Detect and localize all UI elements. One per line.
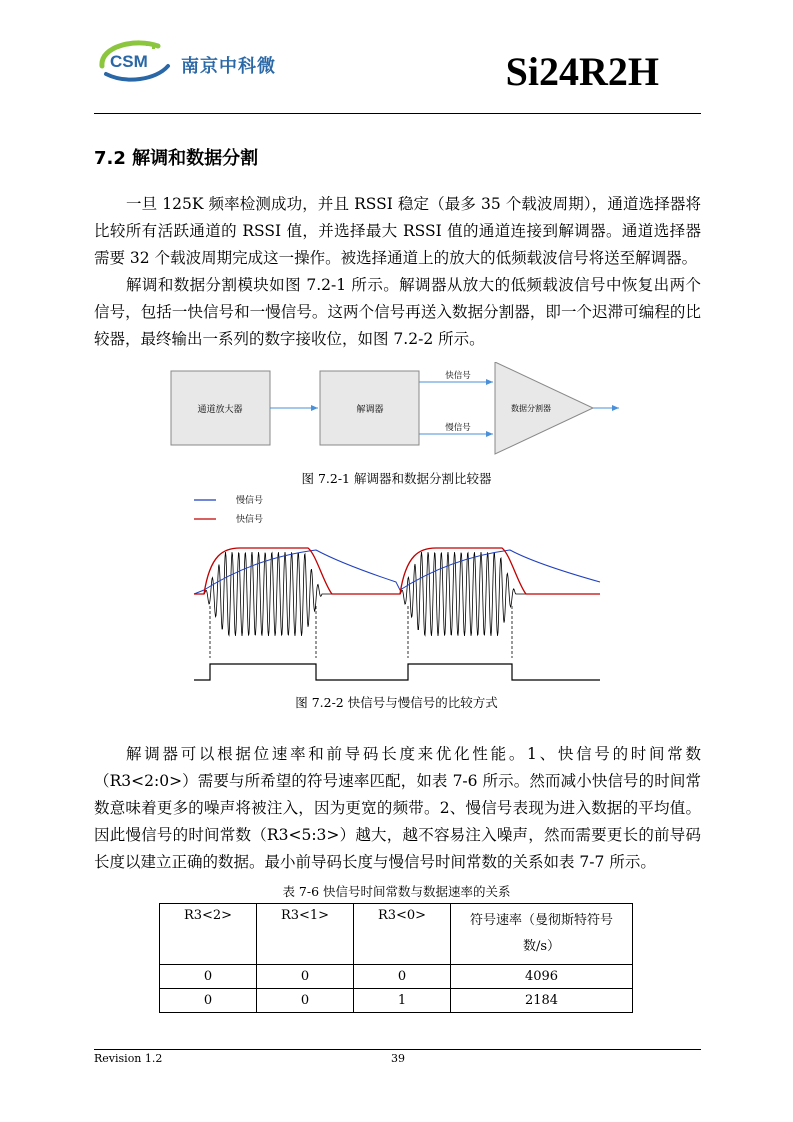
table-row: 0 0 1 2184 [160, 989, 633, 1013]
company-name: 南京中科微 [181, 56, 276, 77]
product-name: Si24R2H [505, 49, 659, 94]
header-cell: R3<2> [160, 904, 257, 965]
table-caption: 表 7-6 快信号时间常数与数据速率的关系 [282, 884, 511, 899]
fast-signal-curve [194, 548, 600, 594]
header-cell: 符号速率（曼彻斯特符号数/s） [451, 904, 633, 965]
table-header-row [160, 904, 633, 965]
legend-fast-label: 快信号 [236, 515, 264, 525]
table-row: 0 0 0 4096 [160, 965, 633, 989]
waveform-figure [186, 488, 606, 683]
paragraph-2: 解调和数据分割模块如图 7.2-1 所示。解调器从放大的低频载波信号中恢复出两个信号，包括一快信号和一慢信号。这两个信号再送入数据分割器，即一个迟滞可编程的比较器，最终输出一系列的数字接收位，如图 7.2-2 所示。 [94, 276, 701, 348]
digital-output [194, 664, 600, 680]
section-title: 7.2 解调和数据分割 [94, 148, 259, 169]
revision-label: Revision 1.2 [94, 1052, 163, 1065]
fast-signal-label: 快信号 [445, 371, 471, 381]
slicer-label: 数据分割器 [511, 404, 551, 413]
header-cell: R3<1> [257, 904, 354, 965]
slow-signal-label: 慢信号 [445, 423, 471, 433]
header-cell: R3<0> [354, 904, 451, 965]
legend-slow-label: 慢信号 [236, 496, 264, 506]
paragraph-3: 解调器可以根据位速率和前导码长度来优化性能。1、快信号的时间常数（R3<2:0>）需要与所希望的符号速率匹配，如表 7-6 所示。然而减小快信号的时间常数意味着更多的噪声将被注入，因为更宽的频带。2、慢信号表现为进入数据的平均值。因此慢信号的时间常数（R3<5:3>）越大，越不容易注入噪声，然而需要更长的前导码长度以建立正确的数据。最小前导码长度与慢信号时间常数的关系如表 7-7 所示。 [94, 745, 701, 871]
figure2-caption: 图 7.2-2 快信号与慢信号的比较方式 [295, 695, 498, 710]
demodulator-label: 解调器 [356, 405, 384, 415]
paragraph-1: 一旦 125K 频率检测成功，并且 RSSI 稳定（最多 35 个载波周期），通道选择器将比较所有活跃通道的 RSSI 值，并选择最大 RSSI 值的通道连接到解调器。通道选择器需要 32 个载波周期完成这一操作。被选择通道上的放大的低频载波信号将送至解调器。 [94, 195, 701, 267]
logo-abbr: CSM [110, 52, 148, 71]
time-constant-table [159, 903, 633, 1013]
header-divider [94, 113, 701, 114]
amplifier-label: 通道放大器 [197, 405, 243, 415]
slow-signal-curve [194, 550, 600, 594]
page-number: 39 [391, 1052, 405, 1065]
figure1-caption: 图 7.2-1 解调器和数据分割比较器 [301, 471, 492, 486]
block-diagram [160, 362, 630, 462]
footer-divider [94, 1049, 701, 1050]
